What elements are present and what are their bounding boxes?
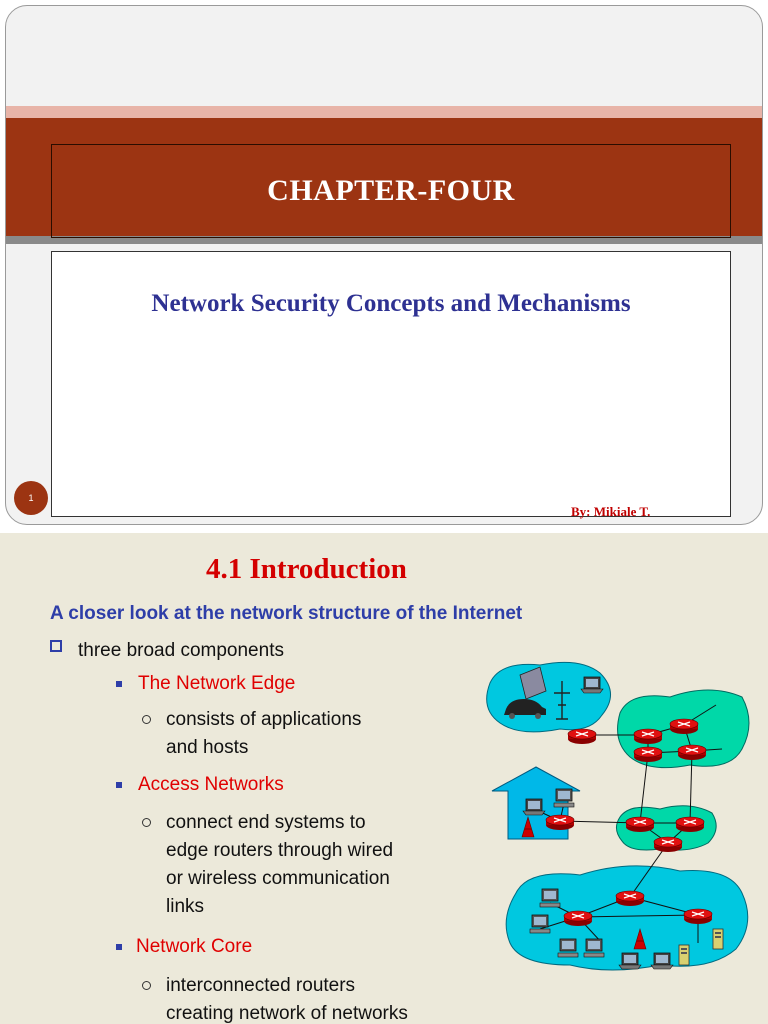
title-slide — [5, 5, 763, 525]
chapter-title: CHAPTER-FOUR — [267, 174, 515, 207]
network-structure-diagram — [480, 653, 752, 983]
section-desc-line: links — [166, 896, 205, 917]
section-desc-line: creating network of networks — [166, 1003, 408, 1024]
circle-bullet-icon — [142, 715, 151, 724]
slide-title: 4.1 Introduction — [206, 553, 407, 585]
section-desc-line: edge routers through wired — [166, 840, 394, 861]
author-credit: By: Mikiale T. — [571, 504, 651, 519]
section-heading-network-core: Network Core — [136, 936, 253, 957]
mobile-network-cloud — [487, 662, 611, 732]
chapter-subtitle: Network Security Concepts and Mechanisms — [151, 290, 631, 317]
circle-bullet-icon — [142, 981, 151, 990]
square-bullet-icon — [116, 944, 122, 950]
title-box — [51, 144, 731, 238]
introduction-slide — [0, 533, 768, 1024]
section-heading-access-networks: Access Networks — [138, 774, 284, 795]
slide-number-badge: 1 — [14, 481, 48, 515]
section-desc-line: and hosts — [166, 737, 249, 758]
section-desc-line: consists of applications — [166, 709, 362, 730]
section-heading-network-edge: The Network Edge — [138, 673, 296, 694]
section-desc-line: or wireless communication — [166, 868, 390, 889]
square-bullet-icon — [50, 640, 62, 652]
slide-subheading: A closer look at the network structure of the Internet — [50, 603, 523, 624]
circle-bullet-icon — [142, 818, 151, 827]
square-bullet-icon — [116, 681, 122, 687]
section-desc-line: connect end systems to — [166, 812, 366, 833]
section-desc-line: interconnected routers — [166, 975, 356, 996]
top-accent-stripe — [6, 106, 762, 118]
subtitle-box — [51, 251, 731, 517]
intro-bullet: three broad components — [78, 640, 284, 661]
square-bullet-icon — [116, 782, 122, 788]
